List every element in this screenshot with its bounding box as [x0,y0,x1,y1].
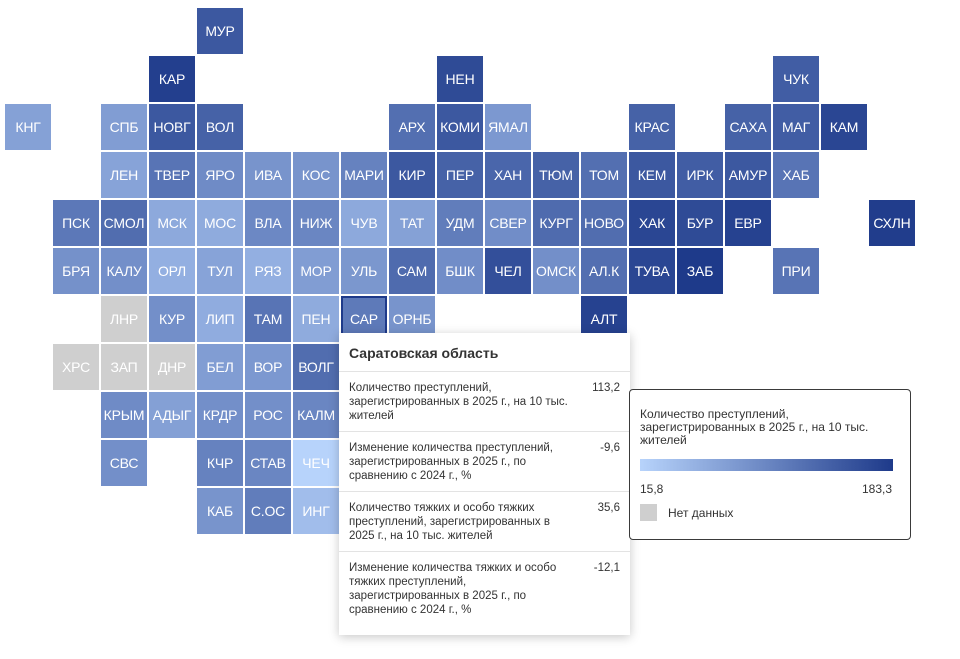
region-tile[interactable]: СПБ [101,104,147,150]
region-tile[interactable]: ОМСК [533,248,579,294]
region-tile[interactable]: КРЫМ [101,392,147,438]
tooltip-row-value: 113,2 [592,382,620,394]
region-tile[interactable]: КРДР [197,392,243,438]
legend-max-value: 183,3 [861,482,892,496]
region-tile[interactable]: КЕМ [629,152,675,198]
region-tile[interactable]: АРХ [389,104,435,150]
region-tile[interactable]: МОР [293,248,339,294]
legend-no-data-swatch [640,504,657,521]
region-tile[interactable]: ХАК [629,200,675,246]
region-tile[interactable]: КОМИ [437,104,483,150]
region-tile[interactable]: САМ [389,248,435,294]
region-tile[interactable]: ХРС [53,344,99,390]
region-tile[interactable]: РОС [245,392,291,438]
region-tile[interactable]: КНГ [5,104,51,150]
region-tile[interactable]: ЛЕН [101,152,147,198]
region-tile[interactable]: ВОЛГ [293,344,339,390]
region-tile[interactable]: СМОЛ [101,200,147,246]
region-tile[interactable]: ВОЛ [197,104,243,150]
region-tile[interactable]: КЧР [197,440,243,486]
legend-min-value: 15,8 [640,482,664,496]
region-tile[interactable]: УЛЬ [341,248,387,294]
tooltip-title: Саратовская область [339,333,630,372]
region-tile[interactable]: ЗАБ [677,248,723,294]
tooltip-row [339,552,630,625]
legend-color-scale [640,459,893,471]
region-tile[interactable]: ЧЕЛ [485,248,531,294]
region-tile[interactable]: КАМ [821,104,867,150]
region-tile[interactable]: КОС [293,152,339,198]
region-tile[interactable]: АМУР [725,152,771,198]
region-tile[interactable]: ЯРО [197,152,243,198]
region-tile[interactable]: ВЛА [245,200,291,246]
region-tile[interactable]: С.ОС [245,488,291,534]
tooltip-row-value: -12,1 [593,562,620,574]
region-tile[interactable]: БЕЛ [197,344,243,390]
region-tile[interactable]: ПЕН [293,296,339,342]
region-tile[interactable]: КУР [149,296,195,342]
tooltip-row-label: Изменение количества тяжких и особо тяжких преступлений, зарегистрированных в 2025 г., по сравнению с 2024 г., % [349,562,557,616]
region-tile[interactable]: ЗАП [101,344,147,390]
region-tile[interactable]: МАРИ [341,152,387,198]
region-tile[interactable]: УДМ [437,200,483,246]
region-tile[interactable]: КРАС [629,104,675,150]
region-tile[interactable]: САХА [725,104,771,150]
tooltip-row [339,372,630,432]
region-tile[interactable]: ТЮМ [533,152,579,198]
region-tile[interactable]: ТАТ [389,200,435,246]
region-tile[interactable]: АДЫГ [149,392,195,438]
region-tile[interactable]: ИНГ [293,488,339,534]
region-tile[interactable]: БШК [437,248,483,294]
region-tile[interactable]: СВЕР [485,200,531,246]
tooltip-row-label: Количество преступлений, зарегистрированных в 2025 г., на 10 тыс. жителей [349,382,568,422]
region-tile[interactable]: МАГ [773,104,819,150]
region-tile[interactable]: ОРЛ [149,248,195,294]
region-tile[interactable]: КАЛМ [293,392,339,438]
region-tile[interactable]: МУР [197,8,243,54]
region-tile[interactable]: АЛ.К [581,248,627,294]
region-tile[interactable]: НИЖ [293,200,339,246]
region-tile[interactable]: КУРГ [533,200,579,246]
region-tile[interactable]: НЕН [437,56,483,102]
region-tile[interactable]: МОС [197,200,243,246]
tooltip-row-label: Изменение количества преступлений, зарегистрированных в 2025 г., по сравнению с 2024 г., % [349,442,554,482]
region-tile[interactable]: ВОР [245,344,291,390]
region-tile[interactable]: ЛНР [101,296,147,342]
region-tile[interactable]: БРЯ [53,248,99,294]
region-tile[interactable]: РЯЗ [245,248,291,294]
region-tile[interactable]: ИВА [245,152,291,198]
region-tile[interactable]: АЛТ [581,296,627,342]
region-tile[interactable]: ТУЛ [197,248,243,294]
region-tile[interactable]: ЕВР [725,200,771,246]
tooltip-row [339,432,630,492]
legend-title: Количество преступлений, зарегистрированных в 2025 г., на 10 тыс. жителей [640,407,869,447]
region-tile[interactable]: ХАБ [773,152,819,198]
region-tile[interactable]: ИРК [677,152,723,198]
region-tile[interactable]: ТУВА [629,248,675,294]
region-tile[interactable]: ЧУК [773,56,819,102]
region-tile[interactable]: ПРИ [773,248,819,294]
region-tile[interactable]: НОВО [581,200,627,246]
region-tile[interactable]: НОВГ [149,104,195,150]
map-legend [629,389,911,540]
region-tile[interactable]: СВС [101,440,147,486]
region-tile[interactable]: МСК [149,200,195,246]
region-tile[interactable]: ТОМ [581,152,627,198]
region-tile[interactable]: ХАН [485,152,531,198]
region-tile[interactable]: ПСК [53,200,99,246]
region-tile[interactable]: ТАМ [245,296,291,342]
region-tile[interactable]: ТВЕР [149,152,195,198]
region-tile[interactable]: КАР [149,56,195,102]
region-tile[interactable]: СХЛН [869,200,915,246]
region-tile[interactable]: ЛИП [197,296,243,342]
tooltip-row-value: 35,6 [597,502,620,514]
region-tooltip [339,333,630,635]
region-tile[interactable]: САР [341,296,387,342]
region-tile[interactable]: КИР [389,152,435,198]
legend-no-data-label: Нет данных [668,506,734,520]
region-tile[interactable]: КАБ [197,488,243,534]
region-tile[interactable]: БУР [677,200,723,246]
region-tile[interactable]: ОРНБ [389,296,435,342]
region-tile[interactable]: КАЛУ [101,248,147,294]
tooltip-row [339,492,630,552]
tooltip-row-value: -9,6 [600,442,620,454]
region-tile[interactable]: ЧЕЧ [293,440,339,486]
region-tile[interactable]: ЧУВ [341,200,387,246]
region-tile[interactable]: СТАВ [245,440,291,486]
tooltip-row-label: Количество тяжких и особо тяжких преступлений, зарегистрированных в 2025 г., на 10 тыс. жителей [349,502,550,542]
region-tile[interactable]: ДНР [149,344,195,390]
region-tile[interactable]: ПЕР [437,152,483,198]
region-tile[interactable]: ЯМАЛ [485,104,531,150]
